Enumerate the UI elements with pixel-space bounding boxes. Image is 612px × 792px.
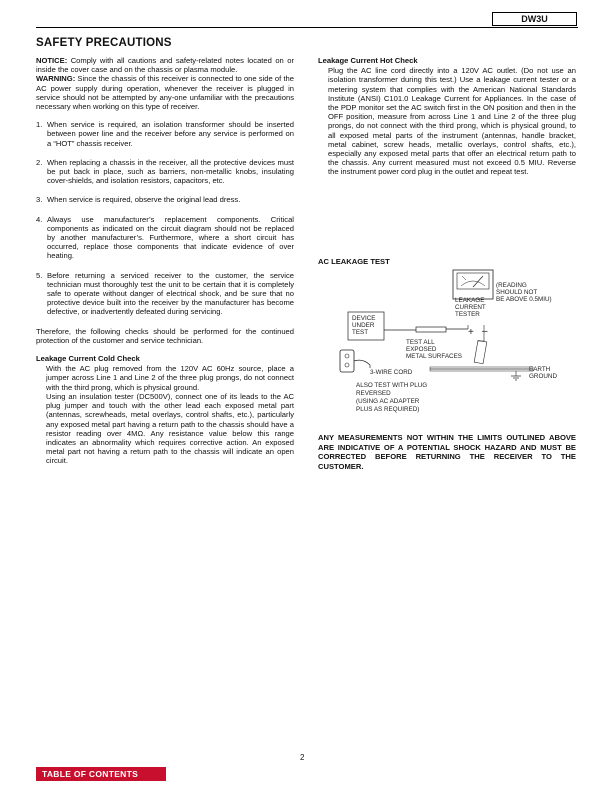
probe-icon	[416, 327, 446, 332]
notice-text: Comply with all cautions and safety-related notes located on or inside the cover case and on the chassis or plasma module.	[36, 56, 294, 75]
list-item	[36, 158, 294, 186]
minus-terminal: –	[482, 326, 488, 337]
also-label-3: (USING AC ADAPTER	[356, 398, 420, 405]
ac-leakage-diagram	[318, 268, 576, 423]
list-item-number: 3.	[36, 195, 43, 205]
plus-terminal: +	[468, 327, 474, 338]
also-label-2: REVERSED	[356, 390, 391, 397]
cold-check-heading: Leakage Current Cold Check	[36, 354, 140, 364]
page-number: 2	[300, 753, 305, 762]
list-item	[36, 215, 294, 261]
list-item-number: 5.	[36, 270, 43, 280]
power-cord	[354, 360, 370, 368]
therefore-paragraph: Therefore, the following checks should be performed for the continued protection of the customer and service technician.	[36, 326, 294, 345]
warning-label: WARNING:	[36, 74, 76, 84]
cord-label: 3-WIRE CORD	[370, 369, 413, 376]
cold-check-p1: With the AC plug removed from the 120V AC 60Hz source, place a jumper across Line 1 and Line 2 of the three plug prongs, do not connect with the third prong, which is physical ground.	[46, 364, 294, 392]
device-label-2: UNDER	[352, 322, 375, 329]
list-item-text: When service is required, an isolation transformer should be inserted between power line and the receiver before any service is performed on a “HOT” chassis receiver.	[47, 120, 294, 148]
ground-probe-icon	[474, 340, 487, 363]
list-item	[36, 271, 294, 317]
reading-label-1: (READING	[496, 282, 527, 289]
reading-label-3: BE ABOVE 0.5MIU)	[496, 296, 552, 303]
reading-label-2: SHOULD NOT	[496, 289, 538, 296]
page-title: SAFETY PRECAUTIONS	[36, 37, 172, 49]
cold-check-p2: Using an insulation tester (DC500V), connect one of its leads to the AC plug jumper and touch with the other lead each exposed metal part (antennas, screwheads, metal overlays, control shafts, etc.), particularly any exposed metal part having a return path to the chassis should have a resistor reading over 4MΩ. Any resistance value below this range indicates an abnormality which requires corrective action. An exposed metal part not having a return path to the chassis will indicate an open circuit.	[46, 391, 294, 466]
earth-label-1: EARTH	[529, 366, 551, 373]
warning-text: Since the chassis of this receiver is connected to one side of the AC power supply during operation, whenever the receiver is plugged in service should not be attempted by any-one unfamiliar with the precautions necessary when working on this type of receiver.	[36, 74, 294, 112]
leakage-meter-icon	[453, 270, 493, 299]
ac-outlet-icon	[340, 350, 354, 372]
tester-label-2: CURRENT	[455, 304, 486, 311]
device-label-1: DEVICE	[352, 315, 376, 322]
device-label-3: TEST	[352, 329, 369, 336]
earth-label-2: GROUND	[529, 373, 557, 380]
also-label-1: ALSO TEST WITH PLUG	[356, 382, 428, 389]
list-item	[36, 195, 294, 204]
list-item	[36, 120, 294, 148]
hot-check-heading: Leakage Current Hot Check	[318, 56, 418, 65]
list-item-number: 2.	[36, 157, 43, 167]
also-label-4: PLUS AS REQUIRED)	[356, 406, 420, 413]
model-number-box: DW3U	[492, 12, 577, 26]
list-item-number: 4.	[36, 214, 43, 224]
tester-label-1: LEAKAGE	[455, 297, 485, 304]
test-all-label-2: EXPOSED	[406, 346, 437, 353]
notice-label: NOTICE:	[36, 56, 68, 65]
header-rule	[36, 27, 578, 28]
test-all-label-1: TEST ALL	[406, 339, 435, 346]
list-item-text: When replacing a chassis in the receiver, all the protective devices must be put back in place, such as barriers, non-metallic knobs, insulating cover-shields, and isolation resistors, capacitors, etc.	[47, 157, 294, 186]
test-all-label-3: METAL SURFACES	[406, 353, 462, 360]
notice-paragraph	[36, 56, 294, 111]
earth-ground-icon	[511, 376, 521, 380]
list-item-number: 1.	[36, 120, 43, 130]
list-item-text: When service is required, observe the original lead dress.	[47, 195, 241, 205]
list-item-text: Before returning a serviced receiver to the customer, the service technician must thoroughly test the unit to be certain that it is completely safe to operate without danger of electrical shock, and be sure that no protective device built into the receiver by the manufacturer has become defective, or inadvertently defeated during servicing.	[47, 270, 294, 317]
right-column	[318, 56, 576, 177]
tester-label-3: TESTER	[455, 311, 480, 318]
shock-hazard-warning: ANY MEASUREMENTS NOT WITHIN THE LIMITS OUTLINED ABOVE ARE INDICATIVE OF A POTENTIAL SHOCK HAZARD AND MUST BE CORRECTED BEFORE RETURNING THE RECEIVER TO THE CUSTOMER.	[318, 433, 576, 471]
hot-check-text: Plug the AC line cord directly into a 120V AC outlet. (Do not use an isolation transformer during this test.) Use a leakage current tester or a metering system that complies with the American National Standards Institute (ANSI) C101.0 Leakage Current for Appliances. In the case of the PDP monitor set the AC switch first in the ON position and then in the OFF position, measure from across Line 1 and Line 2 of the three plug prongs, do not connect with the third prong, which is physical ground, to all exposed metal parts of the instrument (antennas, handle bracket, metal cabinet, screw heads, metallic overlays, control shafts, etc.), especially any exposed metal parts that offer an electrical return path to the chassis. Any current measured must not exceed 0.5 MIU. Reverse the instrument power cord plug in the outlet and repeat test.	[328, 66, 576, 177]
list-item-text: Always use manufacturer’s replacement components. Critical components as indicated on the circuit diagram should not be replaced by another manufacturer’s. Furthermore, where a short circuit has occurred, replace those components that indicate evidence of over heating.	[47, 214, 294, 261]
diagram-title: AC LEAKAGE TEST	[318, 257, 390, 266]
left-column	[36, 56, 294, 466]
table-of-contents-button[interactable]: TABLE OF CONTENTS	[36, 767, 166, 781]
